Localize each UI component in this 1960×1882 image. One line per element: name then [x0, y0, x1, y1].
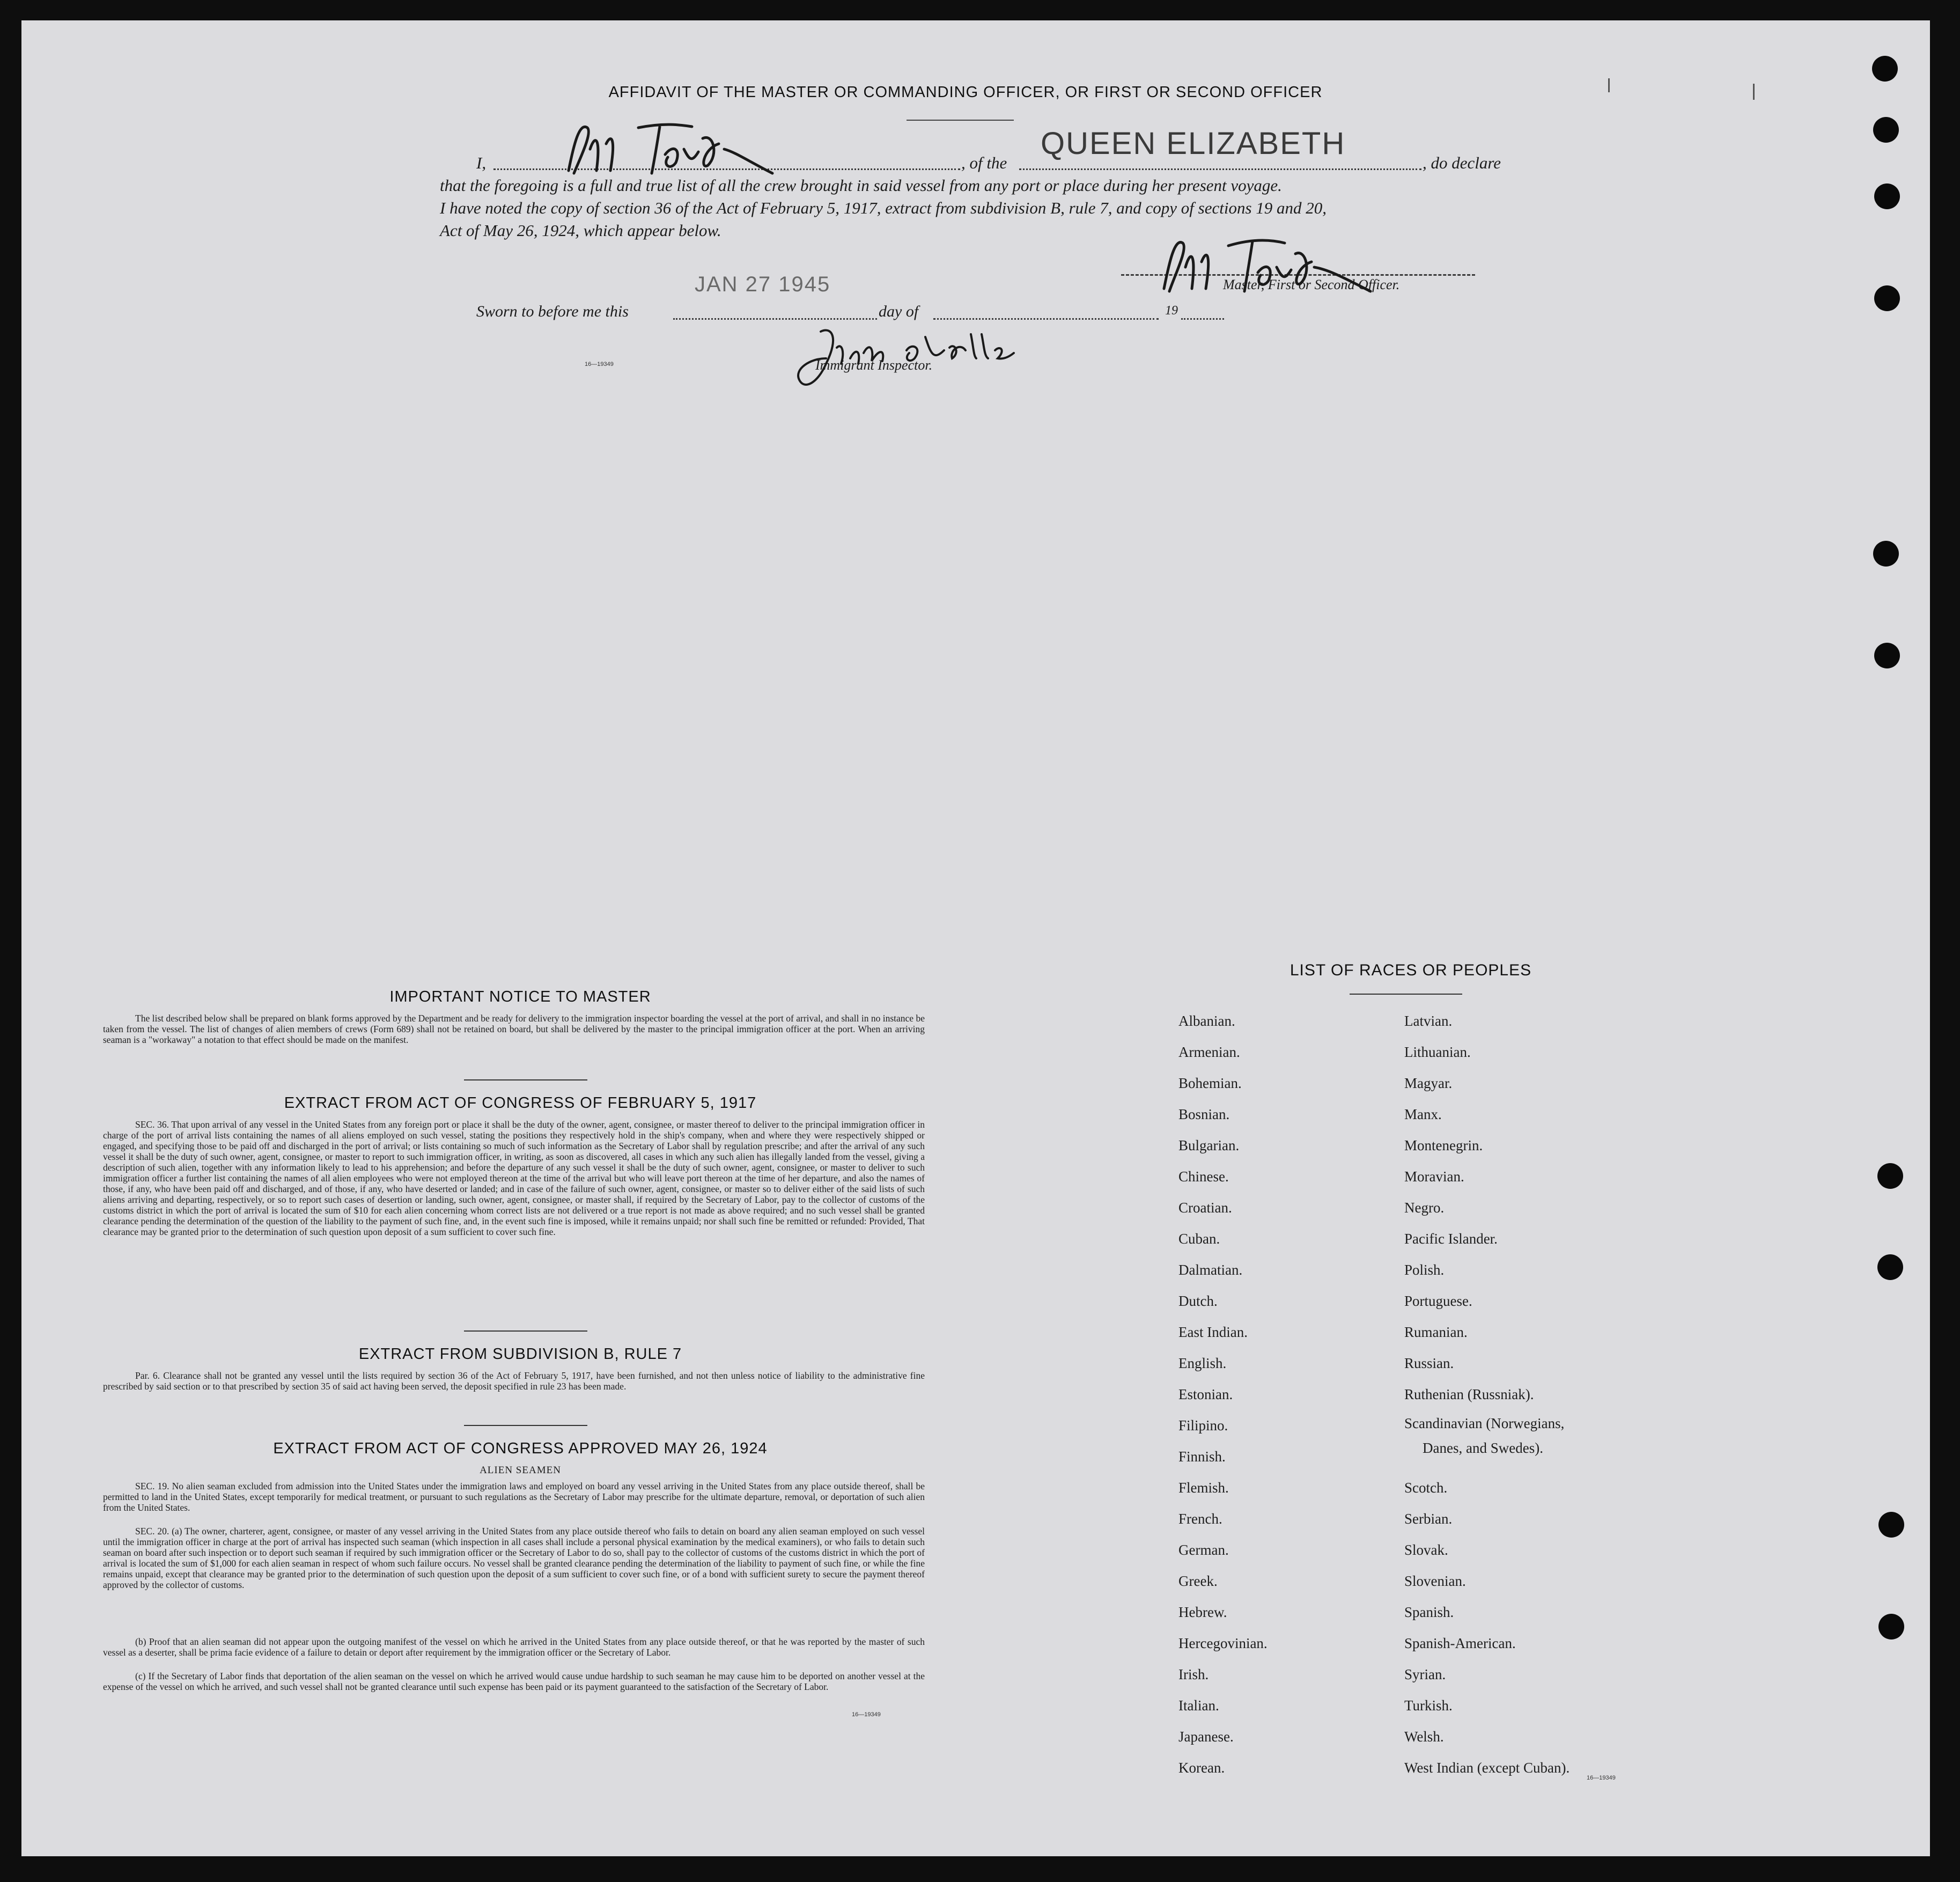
race-item: Dalmatian.: [1178, 1262, 1243, 1278]
affidavit-form-code: 16—19349: [585, 361, 614, 367]
race-item: Portuguese.: [1404, 1293, 1472, 1309]
race-item: Greek.: [1178, 1573, 1218, 1589]
race-item: Dutch.: [1178, 1293, 1218, 1309]
race-item: Bulgarian.: [1178, 1137, 1240, 1153]
races-title: LIST OF RACES OR PEOPLES: [1290, 961, 1532, 979]
i-label: I,: [476, 153, 487, 172]
affidavit-title: AFFIDAVIT OF THE MASTER OR COMMANDING OFFICER, OR FIRST OR SECOND OFFICER: [608, 84, 1323, 101]
affidavit-line-4: Act of May 26, 1924, which appear below.: [440, 221, 721, 240]
extract-1924-title: EXTRACT FROM ACT OF CONGRESS APPROVED MAY 26, 1924: [273, 1440, 768, 1457]
inspector-caption: Immigrant Inspector.: [815, 357, 933, 373]
race-item: Bohemian.: [1178, 1075, 1242, 1091]
subdivision-b-body: Par. 6. Clearance shall not be granted any vessel until the lists required by section 36 of the Act of February 5, 1917, have been furnished, and not then unless notice of liability to the administrative fine prescribed by said section or to that prescribed by section 35 of said act having been served, the deposit specified in rule 23 has been made.: [103, 1370, 925, 1392]
vessel-name-field: [1019, 166, 1421, 170]
master-signature-bottom: [1153, 224, 1379, 299]
race-item: Manx.: [1404, 1106, 1442, 1122]
title-underline: [907, 120, 1014, 121]
race-item: Albanian.: [1178, 1013, 1235, 1029]
races-divider: [1350, 994, 1462, 995]
binder-hole: [1874, 643, 1900, 668]
race-item: Lithuanian.: [1404, 1044, 1471, 1060]
day-of-label: day of: [879, 303, 919, 320]
race-item: Moravian.: [1404, 1168, 1464, 1185]
divider: [464, 1330, 587, 1332]
ship-name: QUEEN ELIZABETH: [1041, 126, 1346, 161]
race-item: Scotch.: [1404, 1480, 1448, 1496]
binder-hole: [1873, 117, 1899, 143]
race-item: Magyar.: [1404, 1075, 1453, 1091]
of-the-label: , of the: [961, 153, 1007, 172]
race-item: Irish.: [1178, 1666, 1209, 1682]
race-item: Welsh.: [1404, 1729, 1444, 1745]
race-item: Hercegovinian.: [1178, 1635, 1268, 1651]
binder-hole: [1877, 1254, 1903, 1280]
race-item: Finnish.: [1178, 1449, 1226, 1465]
sworn-year-field: [1181, 317, 1224, 320]
race-scandinavian-continued: Danes, and Swedes).: [1423, 1440, 1543, 1456]
race-item: Flemish.: [1178, 1480, 1229, 1496]
race-item: Scandinavian (Norwegians,: [1404, 1415, 1565, 1431]
subdivision-b-title: EXTRACT FROM SUBDIVISION B, RULE 7: [358, 1346, 682, 1363]
race-item: Latvian.: [1404, 1013, 1453, 1029]
race-item: Cuban.: [1178, 1231, 1220, 1247]
binder-hole: [1872, 56, 1898, 82]
extract-1917-title: EXTRACT FROM ACT OF CONGRESS OF FEBRUARY 5, 1917: [284, 1094, 757, 1112]
sworn-day-field: [673, 317, 877, 320]
date-stamp: JAN 27 1945: [695, 273, 831, 296]
race-item: East Indian.: [1178, 1324, 1248, 1340]
race-item: Korean.: [1178, 1760, 1225, 1776]
margin-mark-1: [1753, 84, 1755, 100]
sworn-month-field: [933, 317, 1159, 320]
race-item: Chinese.: [1178, 1168, 1229, 1185]
race-item: Bosnian.: [1178, 1106, 1230, 1122]
race-item: Italian.: [1178, 1697, 1219, 1714]
race-item: West Indian (except Cuban).: [1404, 1760, 1570, 1776]
race-item: Negro.: [1404, 1200, 1445, 1216]
race-item: Serbian.: [1404, 1511, 1453, 1527]
master-caption: Master, First or Second Officer.: [1223, 277, 1400, 292]
binder-hole: [1878, 1614, 1904, 1640]
race-item: Russian.: [1404, 1355, 1454, 1371]
race-item: Hebrew.: [1178, 1604, 1227, 1620]
race-item: Slovenian.: [1404, 1573, 1466, 1589]
race-item: Japanese.: [1178, 1729, 1234, 1745]
sec-20b: (b) Proof that an alien seaman did not appear upon the outgoing manifest of the vessel on which he arrived in the United States from any place outside thereof, or that he was reported by the master of such vessel as a deserter, shall be prima facie evidence of a failure to detain or deport after requirement by the immigration officer or the Secretary of Labor.: [103, 1636, 925, 1658]
extract-1917-body: SEC. 36. That upon arrival of any vessel in the United States from any foreign port or place it shall be the duty of the owner, agent, consignee, or master thereof to deliver to the principal immigration officer in charge of the port of arrival lists containing the names of all aliens employed on such vessel, stating the positions they respectively hold in the ship's company, when and where they were respectively shipped or engaged, and specifying those to be paid off and discharged in the port of arrival; or lists containing so much of such information as the Secretary of Labor shall by regulation prescribe; and after the arrival of any such vessel it shall be the duty of such owner, agent, consignee, or master to report to such immigration officer, in writing, as soon as discovered, all cases in which any such alien has illegally landed from the vessel, giving a description of such alien, together with any information likely to lead to his apprehension; and before the departure of any such vessel it shall be the duty of such owner, agent, consignee, or master to deliver to such immigration officer a further list containing the names of all alien employees who were not employed thereon at the time of the arrival but who will leave port thereon at the time of her departure, and also the names of those, if any, who have been paid off and discharged, and of those, if any, who have deserted or landed; and in case of the failure of such owner, agent, consignee, or master so to deliver either of the said lists of such aliens arriving and departing, respectively, or so to report such cases of desertion or landing, such owner, agent, consignee, or master shall, if required by the Secretary of Labor, pay to the collector of customs of the customs district in which the port of arrival is located the sum of $10 for each alien concerning whom correct lists are not delivered or a true report is not made as above required; and no such vessel shall be granted clearance pending the determination of the question of the liability to the payment of such fine, and, in the event such fine is imposed, while it remains unpaid; nor shall such fine be remitted or refunded: Provided, That clearance may be granted prior to the determination of such question upon deposit of a sum sufficient to cover such fine.: [103, 1119, 925, 1237]
race-item: Spanish.: [1404, 1604, 1454, 1620]
race-item: Armenian.: [1178, 1044, 1240, 1060]
race-item: Rumanian.: [1404, 1324, 1468, 1340]
divider: [464, 1425, 587, 1426]
master-signature-top: [558, 112, 783, 181]
manifest-page: [21, 20, 1930, 1856]
race-item: Pacific Islander.: [1404, 1231, 1498, 1247]
extract-form-code: 16—19349: [852, 1711, 881, 1718]
race-item: Syrian.: [1404, 1666, 1446, 1682]
notice-body: The list described below shall be prepared on blank forms approved by the Department and be ready for delivery to the immigration inspector boarding the vessel at the port of arrival, and shall in no instance be taken from the vessel. The list of changes of alien members of crews (Form 689) shall not be retained on board, but shall be delivered by the master to the principal immigration officer at the port. When an arriving seaman is a "workaway" a notation to that effect should be made on the manifest.: [103, 1013, 925, 1045]
race-item: German.: [1178, 1542, 1229, 1558]
year-prefix: 19: [1165, 304, 1178, 318]
race-item: Polish.: [1404, 1262, 1445, 1278]
binder-hole: [1874, 183, 1900, 209]
do-declare-label: , do declare: [1423, 153, 1501, 172]
binder-hole: [1877, 1163, 1903, 1189]
race-item: Ruthenian (Russniak).: [1404, 1386, 1534, 1402]
race-item: Turkish.: [1404, 1697, 1453, 1714]
binder-hole: [1878, 1512, 1904, 1538]
race-item: Montenegrin.: [1404, 1137, 1483, 1153]
binder-hole: [1873, 541, 1899, 567]
sec-20c: (c) If the Secretary of Labor finds that deportation of the alien seaman on the vessel on which he arrived would cause undue hardship to such seaman he may cause him to be deported on another vessel at the expense of the vessel on which he arrived, and such vessel shall not be granted clearance until such expense has been paid or its payment guaranteed to the satisfaction of the Secretary of Labor.: [103, 1671, 925, 1692]
race-item: Filipino.: [1178, 1417, 1228, 1433]
race-item: Croatian.: [1178, 1200, 1232, 1216]
affidavit-line-2: that the foregoing is a full and true list of all the crew brought in said vessel from any port or place during her present voyage.: [440, 176, 1282, 195]
race-item: English.: [1178, 1355, 1227, 1371]
alien-seamen-subtitle: ALIEN SEAMEN: [480, 1465, 561, 1476]
race-item: Estonian.: [1178, 1386, 1233, 1402]
race-item: French.: [1178, 1511, 1222, 1527]
races-form-code: 16—19349: [1587, 1775, 1616, 1781]
affidavit-line-3: I have noted the copy of section 36 of the Act of February 5, 1917, extract from subdivision B, rule 7, and copy of sections 19 and 20,: [440, 199, 1327, 217]
notice-title: IMPORTANT NOTICE TO MASTER: [389, 988, 651, 1005]
sworn-label: Sworn to before me this: [476, 303, 629, 320]
binder-hole: [1874, 285, 1900, 311]
divider: [464, 1079, 587, 1080]
race-item: Slovak.: [1404, 1542, 1448, 1558]
margin-mark-2: [1608, 78, 1610, 92]
race-item: Spanish-American.: [1404, 1635, 1516, 1651]
sec-20a: SEC. 20. (a) The owner, charterer, agent, consignee, or master of any vessel arriving in the United States from any place outside thereof who fails to detain on board any alien seaman employed on such vessel until the immigration officer in charge at the port of arrival has inspected such seaman (which inspection in all cases shall include a personal physical examination by the medical examiners), or who fails to detain such seaman on board after such inspection or to deport such seaman if required by such immigration officer or the Secretary of Labor to do so, shall pay to the collector of customs of the customs district in which the port of arrival is located the sum of $1,000 for each alien seaman in respect of whom such failure occurs. No vessel shall be granted clearance pending the determination of the liability to payment of such fine, or while the fine remains unpaid, except that clearance may be granted prior to the determination of such question upon the deposit of a sum sufficient to cover such fine, or of a bond with sufficient surety to secure the payment thereof approved by the collector of customs.: [103, 1526, 925, 1590]
sec-19: SEC. 19. No alien seaman excluded from admission into the United States under the immigration laws and employed on board any vessel arriving in the United States from any place outside thereof, shall be permitted to land in the United States, except temporarily for medical treatment, or pursuant to such regulations as the Secretary of Labor may prescribe for the ultimate departure, removal, or deportation of such alien from the United States.: [103, 1481, 925, 1513]
